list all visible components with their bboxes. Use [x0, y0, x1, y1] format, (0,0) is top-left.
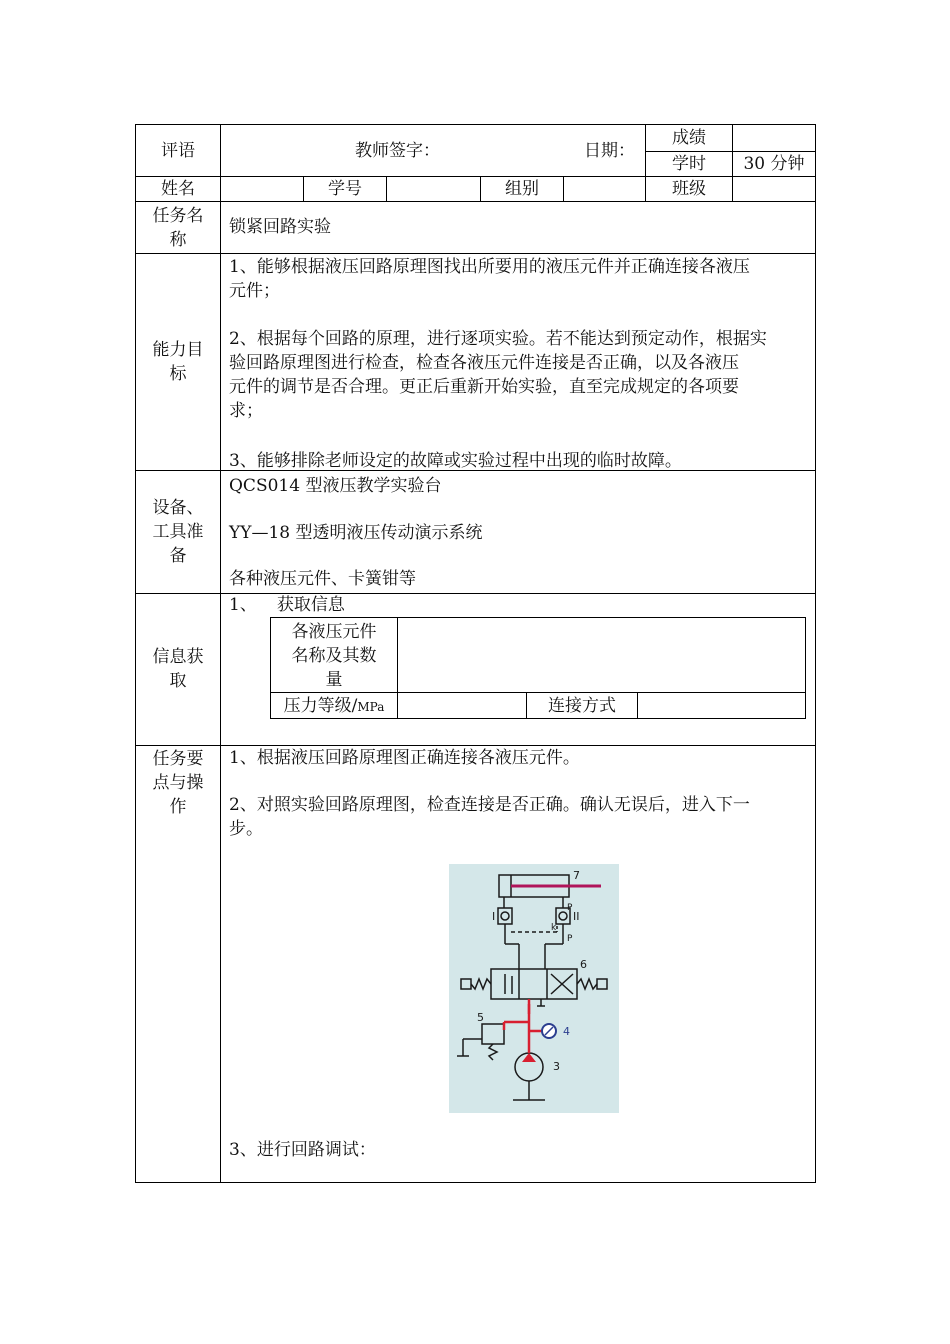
label-5: 5: [477, 1011, 484, 1024]
ability-label: 能力目 标: [152, 340, 204, 384]
label-4: 4: [563, 1025, 570, 1038]
name-label: 姓名: [161, 179, 195, 199]
label-7: 7: [573, 869, 580, 882]
hours-value: 30 分钟: [743, 154, 805, 174]
info-label: 信息获 取: [152, 647, 204, 691]
connection-label: 连接方式: [548, 696, 616, 716]
equipment-label: 设备、 工具准 备: [152, 498, 204, 566]
equipment-item-3: 各种液压元件、卡簧钳等: [229, 569, 416, 589]
info-heading: 1、 获取信息: [229, 595, 345, 615]
step-3: 3、进行回路调试：: [229, 1140, 376, 1160]
hours-label: 学时: [672, 154, 706, 174]
date-label: 日期：: [584, 141, 635, 161]
label-p2: P: [567, 934, 573, 944]
task-name-label: 任务名 称: [152, 206, 204, 250]
label-3: 3: [553, 1060, 560, 1073]
pressure-label: 压力等级/MPa: [283, 696, 385, 716]
score-label: 成绩: [672, 128, 706, 148]
label-k: k: [551, 923, 557, 933]
label-i: I: [492, 910, 496, 923]
student-id-label: 学号: [328, 179, 362, 199]
comment-label: 评语: [161, 141, 195, 161]
teacher-signature-label: 教师签字：: [355, 141, 440, 161]
components-label: 各液压元件 名称及其数 量: [291, 622, 377, 690]
step-1: 1、根据液压回路原理图正确连接各液压元件。: [229, 748, 580, 768]
task-points-label: 任务要 点与操 作: [152, 749, 204, 817]
label-6: 6: [580, 958, 587, 971]
label-p1: P: [567, 903, 573, 913]
ability-paragraph-3: 3、能够排除老师设定的故障或实验过程中出现的临时故障。: [229, 451, 682, 471]
group-label: 组别: [505, 179, 539, 199]
equipment-item-2: YY—18 型透明液压传动演示系统: [229, 523, 483, 543]
equipment-item-1: QCS014 型液压教学实验台: [229, 476, 442, 496]
task-name-value: 锁紧回路实验: [229, 217, 331, 237]
ability-paragraph-1: 1、能够根据液压回路原理图找出所要用的液压元件并正确连接各液压 元件；: [229, 257, 750, 301]
step-2: 2、对照实验回路原理图，检查连接是否正确。确认无误后，进入下一 步。: [229, 795, 750, 839]
ability-paragraph-2: 2、根据每个回路的原理，进行逐项实验。若不能达到预定动作，根据实 验回路原理图进行检查，检查各液压元件连接是否正确，以及各液压 元件的调节是否合理。更正后重新开始实验，直至完成规定的各项要 求；: [229, 329, 767, 421]
hydraulic-circuit-diagram: [449, 864, 619, 1113]
class-label: 班级: [672, 179, 706, 199]
label-ii: II: [573, 910, 580, 923]
